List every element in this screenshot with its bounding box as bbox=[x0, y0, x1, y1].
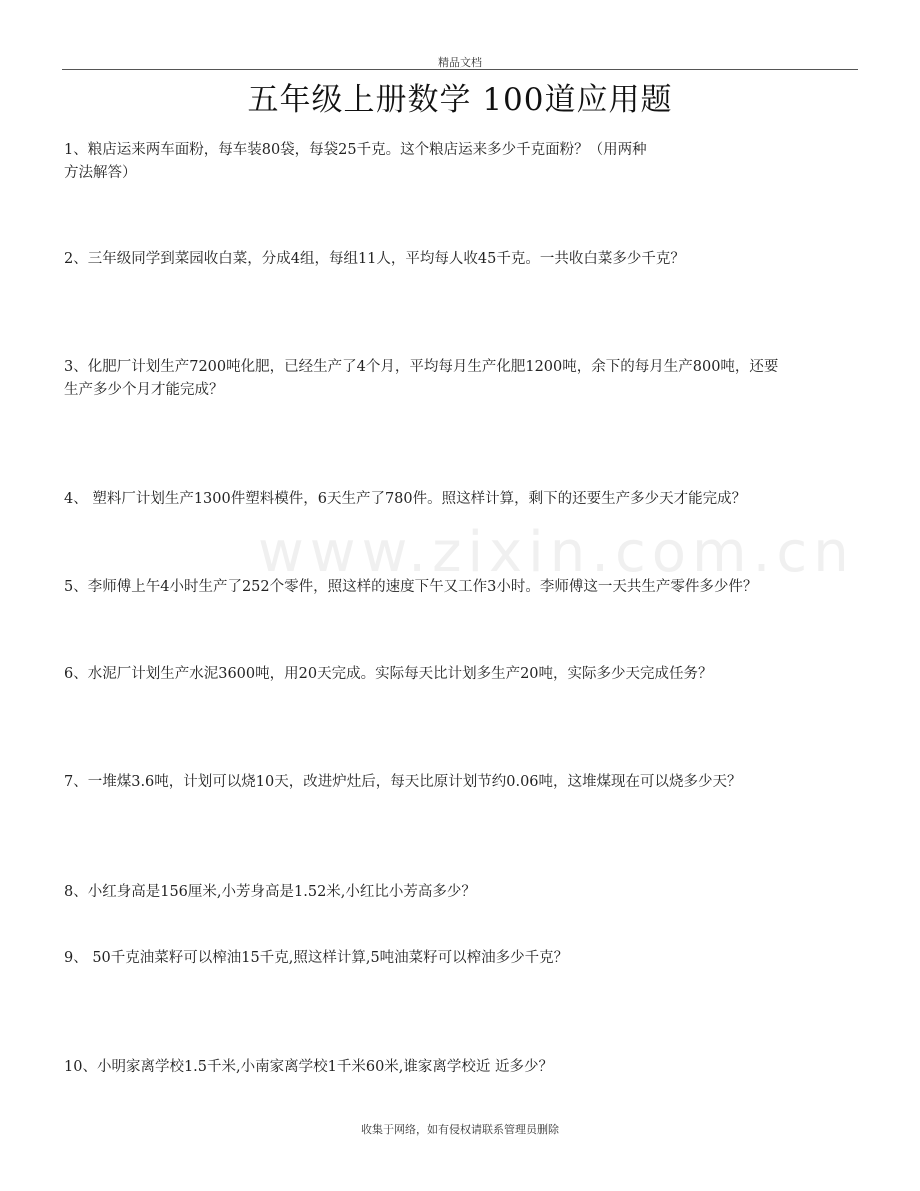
question-item bbox=[64, 771, 854, 794]
question-item bbox=[64, 881, 854, 904]
question-text-line: 9、 50千克油菜籽可以榨油15千克,照这样计算,5吨油菜籽可以榨油多少千克？ bbox=[64, 950, 569, 966]
page-footer-text: 收集于网络，如有侵权请联系管理员删除 bbox=[361, 1123, 559, 1136]
question-item bbox=[64, 663, 854, 686]
question-text-line: 生产多少个月才能完成？ bbox=[64, 382, 224, 398]
watermark: www.zixin.com.cn bbox=[258, 520, 855, 585]
question-item bbox=[64, 576, 854, 599]
question-text-line: 10、小明家离学校1.5千米,小南家离学校1千米60米,谁家离学校近 近多少？ bbox=[64, 1059, 554, 1075]
question-text-line: 6、水泥厂计划生产水泥3600吨，用20天完成。实际每天比计划多生产20吨，实际多少天完成任务？ bbox=[64, 666, 713, 682]
header-divider bbox=[62, 69, 858, 70]
page-header-text: 精品文档 bbox=[438, 56, 482, 69]
question-item bbox=[64, 947, 854, 970]
document-title: 五年级上册数学 100道应用题 bbox=[247, 82, 673, 118]
question-item bbox=[64, 139, 854, 185]
question-item bbox=[64, 488, 854, 511]
question-text-line: 3、化肥厂计划生产7200吨化肥，已经生产了4个月，平均每月生产化肥1200吨，余下的每月生产800吨，还要 bbox=[64, 359, 779, 375]
question-text-line: 5、李师傅上午4小时生产了252个零件，照这样的速度下午又工作3小时。李师傅这一天共生产零件多少件？ bbox=[64, 579, 758, 595]
question-text-line: 4、 塑料厂计划生产1300件塑料模件，6天生产了780件。照这样计算，剩下的还要生产多少天才能完成？ bbox=[64, 491, 747, 507]
question-text-line: 7、一堆煤3.6吨，计划可以烧10天，改进炉灶后，每天比原计划节约0.06吨，这堆煤现在可以烧多少天？ bbox=[64, 774, 742, 790]
question-text-line: 方法解答） bbox=[64, 165, 137, 181]
question-item bbox=[64, 248, 854, 271]
question-item bbox=[64, 356, 854, 402]
question-text-line: 8、小红身高是156厘米,小芳身高是1.52米,小红比小芳高多少？ bbox=[64, 884, 476, 900]
question-text-line: 2、三年级同学到菜园收白菜，分成4组，每组11人，平均每人收45千克。一共收白菜多少千克？ bbox=[64, 251, 685, 267]
question-text-line: 1、粮店运来两车面粉，每车装80袋，每袋25千克。这个粮店运来多少千克面粉？（用两种 bbox=[64, 142, 647, 158]
question-item bbox=[64, 1056, 854, 1079]
